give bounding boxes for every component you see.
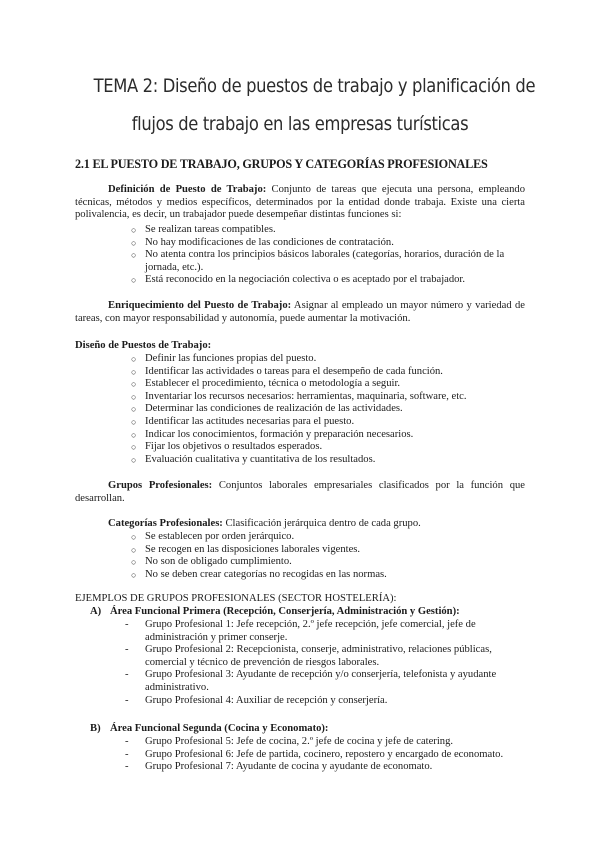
list-item: ○ Se realizan tareas compatibles. [131,224,276,235]
categorias-list [131,531,525,581]
area-a-list [125,619,525,707]
grupos-text: Conjuntos laborales empresariales clasificados por la función que desarrollan. [75,480,525,504]
area-b-title: Área Funcional Segunda (Cocina y Economato): [110,723,329,734]
dash-bullet-icon: - [125,619,129,630]
list-item: ○ Se establecen por orden jerárquico. [131,531,295,542]
title-line-2: flujos de trabajo en las empresas turísticas [131,113,469,135]
area-a-title: Área Funcional Primera (Recepción, Conserjería, Administración y Gestión): [110,606,460,617]
circle-bullet-icon: ○ [131,391,137,402]
circle-bullet-icon: ○ [131,532,137,542]
circle-bullet-icon: ○ [131,557,137,568]
circle-bullet-icon: ○ [131,366,137,377]
categorias-text: Clasificación jerárquica dentro de cada grupo. [222,518,421,529]
list-item: ○ Evaluación cualitativa y cuantitativa de los resultados. [131,453,376,465]
circle-bullet-icon: ○ [131,354,137,364]
circle-bullet-icon: ○ [131,225,137,235]
grupos-paragraph [75,480,525,505]
area-b-letter: B) [90,723,101,734]
circle-bullet-icon: ○ [131,275,137,286]
circle-bullet-icon: ○ [131,379,137,390]
list-item: - Grupo Profesional 3: Ayudante de recepción y/o conserjería, telefonista y ayudante administrativo. [125,669,497,693]
dash-bullet-icon: - [125,694,129,706]
definicion-paragraph [75,184,525,222]
definicion-label: Definición de Puesto de Trabajo: [108,184,267,195]
list-item: ○ No se deben crear categorías no recogidas en las normas. [131,568,387,580]
section-heading: 2.1 EL PUESTO DE TRABAJO, GRUPOS Y CATEGORÍAS PROFESIONALES [75,157,488,171]
area-a-heading [90,606,460,617]
circle-bullet-icon: ○ [131,569,137,580]
circle-bullet-icon: ○ [131,237,137,248]
area-a-letter: A) [90,606,102,617]
area-b-heading [90,723,328,734]
list-item: ○ Establecer el procedimiento, técnica o metodología a seguir. [131,378,401,390]
ejemplos-heading: EJEMPLOS DE GRUPOS PROFESIONALES (SECTOR HOSTELERÍA): [75,593,397,604]
list-item: ○ Se recogen en las disposiciones laborales vigentes. [131,543,361,555]
list-item: - Grupo Profesional 4: Auxiliar de recepción y conserjería. [125,694,388,706]
dash-bullet-icon: - [125,669,129,681]
list-item: - Grupo Profesional 6: Jefe de partida, cocinero, repostero y encargado de economato. [125,748,504,760]
list-item: ○ Identificar las actitudes necesarias para el puesto. [131,415,355,427]
diseno-list [131,353,525,466]
categorias-label: Categorías Profesionales: [108,518,223,529]
enriquecimiento-label: Enriquecimiento del Puesto de Trabajo: [108,300,292,311]
circle-bullet-icon: ○ [131,416,137,427]
circle-bullet-icon: ○ [131,544,137,555]
list-item: ○ Indicar los conocimientos, formación y preparación necesarios. [131,428,414,440]
list-item: ○ Está reconocido en la negociación colectiva o es aceptado por el trabajador. [131,274,466,286]
list-item: ○ Fijar los objetivos o resultados esperados. [131,441,323,453]
list-item: ○ No son de obligado cumplimiento. [131,556,292,568]
circle-bullet-icon: ○ [131,429,137,440]
definicion-text: Conjunto de tareas que ejecuta una persona, empleando técnicas, métodos y medios específicos, determinados por la entidad donde trabaja. Existe una cierta polivalencia, es decir, un trabajador puede desempeñar distintas funciones si: [75,184,525,221]
list-item: ○ Definir las funciones propias del puesto. [131,353,317,364]
categorias-paragraph [75,518,525,531]
list-item: - Grupo Profesional 2: Recepcionista, conserje, administrativo, relaciones públicas, comercial y técnico de prevención de riesgos laborales. [125,644,492,668]
circle-bullet-icon: ○ [131,442,137,453]
list-item: ○ Identificar las actividades o tareas para el desempeño de cada función. [131,365,443,377]
diseno-label: Diseño de Puestos de Trabajo: [75,340,212,351]
list-item: - Grupo Profesional 5: Jefe de cocina, 2.º jefe de cocina y jefe de catering. [125,736,454,747]
list-item: ○ No hay modificaciones de las condiciones de contratación. [131,236,394,248]
title-line-1: TEMA 2: Diseño de puestos de trabajo y planificación de [93,75,536,97]
dash-bullet-icon: - [125,761,129,773]
list-item: ○ Determinar las condiciones de realización de las actividades. [131,403,403,415]
list-item: - Grupo Profesional 1: Jefe recepción, 2.º jefe recepción, jefe comercial, jefe de administración y primer conserje. [125,619,476,643]
definicion-list [131,224,525,287]
grupos-label: Grupos Profesionales: [108,480,213,491]
area-b-list [125,736,525,774]
list-item: ○ No atenta contra los principios básicos laborales (categorías, horarios, duración de la jornada, etc.). [131,249,505,273]
list-item: ○ Inventariar los recursos necesarios: herramientas, maquinaria, software, etc. [131,390,467,402]
circle-bullet-icon: ○ [131,250,137,261]
dash-bullet-icon: - [125,736,129,747]
dash-bullet-icon: - [125,748,129,760]
dash-bullet-icon: - [125,644,129,656]
circle-bullet-icon: ○ [131,404,137,415]
list-item: - Grupo Profesional 7: Ayudante de cocina y ayudante de economato. [125,761,433,773]
circle-bullet-icon: ○ [131,454,137,465]
enriquecimiento-paragraph [75,300,525,325]
enriquecimiento-text: Asignar al empleado un mayor número y variedad de tareas, con mayor responsabilidad y autonomía, puede aumentar la motivación. [75,300,525,324]
